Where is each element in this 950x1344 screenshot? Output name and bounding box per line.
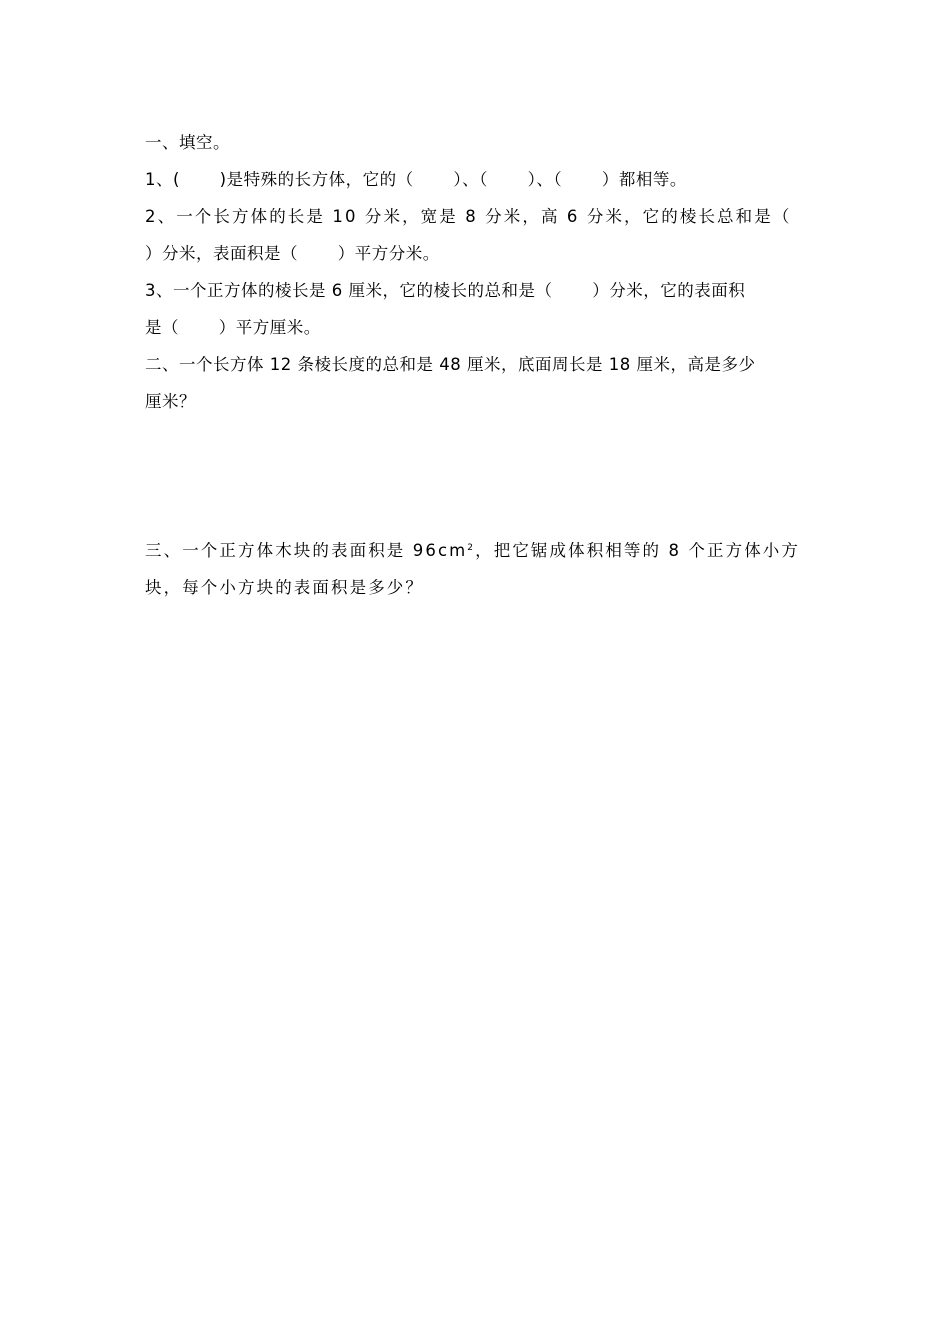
section-2-line-2: 厘米？ — [145, 392, 196, 411]
section-3-text-start: 三、一个正方体木块的表面积是 96cm — [145, 541, 468, 560]
superscript-2: 2 — [467, 543, 476, 553]
question-3-line-2: 是（ ）平方厘米。 — [145, 318, 321, 337]
section-3-text-end: ，把它锯成体积相等的 8 个正方体小方 — [475, 541, 801, 560]
section-1-heading: 一、填空。 — [145, 133, 230, 152]
section-3-line-2: 块，每个小方块的表面积是多少？ — [145, 578, 424, 597]
section-3-line-1 — [145, 532, 810, 569]
answer-space — [145, 420, 810, 532]
question-2-line-2: ）分米，表面积是（ ）平方分米。 — [145, 244, 440, 263]
question-1: 1、( )是特殊的长方体，它的（ ）、（ ）、（ ）都相等。 — [145, 170, 687, 189]
worksheet-content — [145, 124, 810, 606]
question-3-line-1: 3、一个正方体的棱长是 6 厘米，它的棱长的总和是（ ）分米，它的表面积 — [145, 281, 746, 300]
section-2-line-1: 二、一个长方体 12 条棱长度的总和是 48 厘米，底面周长是 18 厘米，高是多少 — [145, 355, 756, 374]
question-2-line-1: 2、一个长方体的长是 10 分米，宽是 8 分米，高 6 分米，它的棱长总和是（ — [145, 207, 792, 226]
